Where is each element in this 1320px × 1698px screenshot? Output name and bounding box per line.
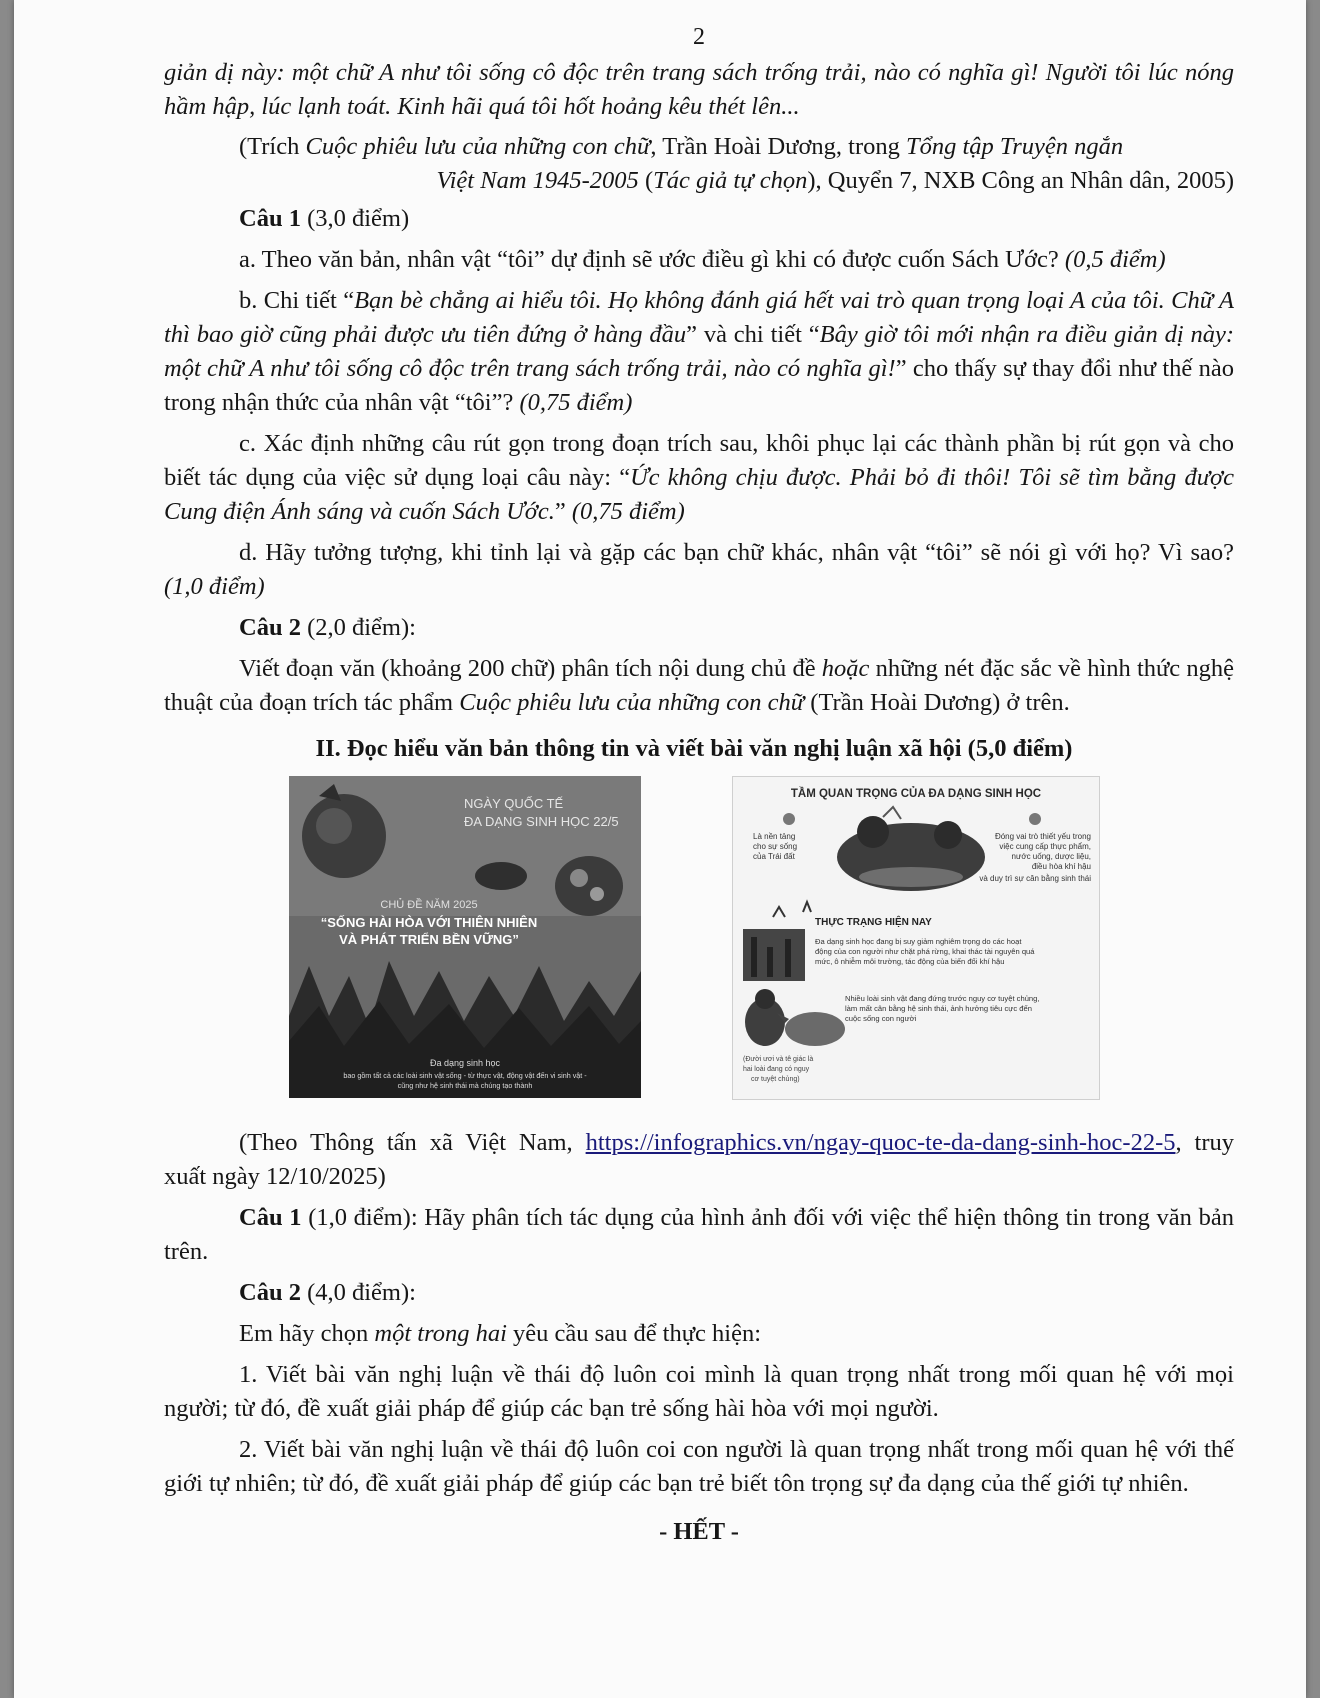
question1-a: a. Theo văn bản, nhân vật “tôi” dự định sẽ ước điều gì khi có được cuốn Sách Ước? (0,5 điểm) [239,246,1166,273]
svg-text:cơ tuyệt chủng): cơ tuyệt chủng) [751,1076,800,1083]
part1-question1-heading: Câu 1 (3,0 điểm) [239,205,410,232]
infographic-biodiversity-day [289,776,641,1098]
turtle-icon [475,862,527,890]
svg-text:THỰC TRẠNG HIỆN NAY: THỰC TRẠNG HIỆN NAY [815,917,932,928]
svg-text:VÀ PHÁT TRIỂN BỀN VỮNG”: VÀ PHÁT TRIỂN BỀN VỮNG” [339,932,519,947]
svg-text:cuộc sống con người: cuộc sống con người [845,1014,917,1023]
svg-text:làm mất cân bằng hệ sinh thái,: làm mất cân bằng hệ sinh thái, ảnh hưởng tiêu cực đến [845,1004,1032,1013]
svg-text:Nhiều loài sinh vật đang đứng: Nhiều loài sinh vật đang đứng trước nguy cơ tuyệt chủng, [845,994,1040,1003]
rhino-icon [785,1012,845,1046]
svg-text:mức, ô nhiễm môi trường, tác đ: mức, ô nhiễm môi trường, tác động của biến đổi khí hậu [815,957,1005,966]
flower-icon [1029,813,1041,825]
question1-c: c. Xác định những câu rút gọn trong đoạn trích sau, khôi phục lại các thành phần bị rút gọn và cho biết tác dụng của việc sử dụng loại câu này: “Ức không chịu được. Phải bỏ đi thôi! Tôi sẽ tìm bằng được Cung điện Ánh sáng và cuốn Sách Ước.” (0,75 điểm) [164,430,1235,525]
biodiversity-day-artwork [289,776,641,1098]
source-link[interactable]: https://infographics.vn/ngay-quoc-te-da-dang-sinh-hoc-22-5 [585,1129,1176,1156]
svg-text:Là nền tảng: Là nền tảng [753,832,796,841]
passage-ending: giản dị này: một chữ A như tôi sống cô độc trên trang sách trống trải, nào có nghĩa gì! Người tôi lúc nóng hầm hập, lúc lạnh toát. Kinh hãi quá tôi hốt hoảng kêu thét lên... [164,59,1234,120]
svg-text:bao gồm tất cả các loài sinh v: bao gồm tất cả các loài sinh vật sống - từ thực vật, động vật đến vi sinh vật - [343,1071,587,1080]
svg-text:động của con người như chặt ph: động của con người như chặt phá rừng, khai thác tài nguyên quá [815,947,1035,956]
section2-title: II. Đọc hiểu văn bản thông tin và viết bài văn nghị luận xã hội (5,0 điểm) [315,735,1073,762]
infographic-importance [732,776,1100,1100]
passage-source-line1: (Trích Cuộc phiêu lưu của những con chữ, Trần Hoài Dương, trong Tổng tập Truyện ngắn [239,133,1124,160]
svg-text:Đa dạng sinh học đang bị suy g: Đa dạng sinh học đang bị suy giảm nghiêm trọng do các hoạt [815,937,1022,946]
svg-text:CHỦ ĐỀ NĂM 2025: CHỦ ĐỀ NĂM 2025 [380,899,478,911]
flower-icon [783,813,795,825]
svg-text:và duy trì sự cân bằng sinh th: và duy trì sự cân bằng sinh thái [979,874,1091,883]
part2-choose-instruction: Em hãy chọn một trong hai yêu cầu sau để thực hiện: [239,1320,762,1347]
coral-icon [555,856,623,916]
part1-question2-heading: Câu 2 (2,0 điểm): [239,614,416,641]
svg-text:Đóng vai trò thiết yếu trong: Đóng vai trò thiết yếu trong [994,832,1091,841]
exam-page [14,0,1306,1698]
question1-d: d. Hãy tưởng tượng, khi tỉnh lại và gặp các bạn chữ khác, nhân vật “tôi” sẽ nói gì với họ? Vì sao? (1,0 điểm) [164,539,1234,600]
page-content [164,0,1234,1549]
page-number: 2 [693,24,705,50]
part2-question1: Câu 1 (1,0 điểm): Hãy phân tích tác dụng của hình ảnh đối với việc thể hiện thông tin trong văn bản trên. [164,1204,1234,1265]
end-mark: - HẾT - [659,1518,739,1545]
importance-artwork [733,777,1099,1099]
svg-text:việc cung cấp thực phẩm,: việc cung cấp thực phẩm, [999,842,1091,851]
question2-text: Viết đoạn văn (khoảng 200 chữ) phân tích nội dung chủ đề hoặc những nét đặc sắc về hình thức nghệ thuật của đoạn trích tác phẩm Cuộc phiêu lưu của những con chữ (Trần Hoài Dương) ở trên. [164,655,1234,716]
infographic-source: (Theo Thông tấn xã Việt Nam, https://infographics.vn/ngay-quoc-te-da-dang-sinh-hoc-22-5, truy xuất ngày 12/10/2025) [164,1129,1235,1190]
passage-source-line2: Việt Nam 1945-2005 (Tác giả tự chọn), Quyển 7, NXB Công an Nhân dân, 2005) [436,167,1234,194]
svg-text:“SỐNG HÀI HÒA VỚI THIÊN NHIÊN: “SỐNG HÀI HÒA VỚI THIÊN NHIÊN [320,915,538,930]
svg-text:ĐA DẠNG SINH HỌC 22/5: ĐA DẠNG SINH HỌC 22/5 [464,814,619,829]
svg-text:nước uống, dược liệu,: nước uống, dược liệu, [1011,852,1091,861]
question1-b: b. Chi tiết “Bạn bè chẳng ai hiểu tôi. Họ không đánh giá hết vai trò quan trọng loại A của tôi. Chữ A thì bao giờ cũng phải được ưu tiên đứng ở hàng đầu” và chi tiết “Bây giờ tôi mới nhận ra điều giản dị này: một chữ A như tôi sống cô độc trên trang sách trống trải, nào có nghĩa gì!” cho thấy sự thay đổi như thế nào trong nhận thức của nhân vật “tôi”? (0,75 điểm) [164,287,1235,416]
part2-option-1: 1. Viết bài văn nghị luận về thái độ luôn coi mình là quan trọng nhất trong mối quan hệ với mọi người; từ đó, đề xuất giải pháp để giúp các bạn trẻ sống hài hòa với mọi người. [164,1361,1234,1422]
part2-question2-heading: Câu 2 (4,0 điểm): [239,1279,416,1306]
svg-text:Đa dạng sinh học: Đa dạng sinh học [429,1058,501,1068]
svg-text:TẦM QUAN TRỌNG CỦA ĐA DẠNG SIN: TẦM QUAN TRỌNG CỦA ĐA DẠNG SINH HỌC [790,788,1042,800]
svg-text:điều hòa khí hậu: điều hòa khí hậu [1031,862,1091,871]
infographic-row [164,776,1234,1126]
svg-text:(Đười ươi và tê giác là: (Đười ươi và tê giác là [743,1056,814,1063]
svg-text:cho sự sống: cho sự sống [753,842,798,851]
svg-text:cũng như hệ sinh thái mà chúng: cũng như hệ sinh thái mà chúng tạo thành [397,1081,533,1090]
svg-text:của Trái đất: của Trái đất [753,852,795,861]
part2-option-2: 2. Viết bài văn nghị luận về thái độ luôn coi con người là quan trọng nhất trong mối quan hệ với thế giới tự nhiên; từ đó, đề xuất giải pháp để giúp các bạn trẻ biết tôn trọng sự đa dạng của thế giới tự nhiên. [164,1436,1234,1497]
svg-text:hai loài đang có nguy: hai loài đang có nguy [743,1066,810,1073]
svg-text:NGÀY QUỐC TẾ: NGÀY QUỐC TẾ [464,796,564,811]
